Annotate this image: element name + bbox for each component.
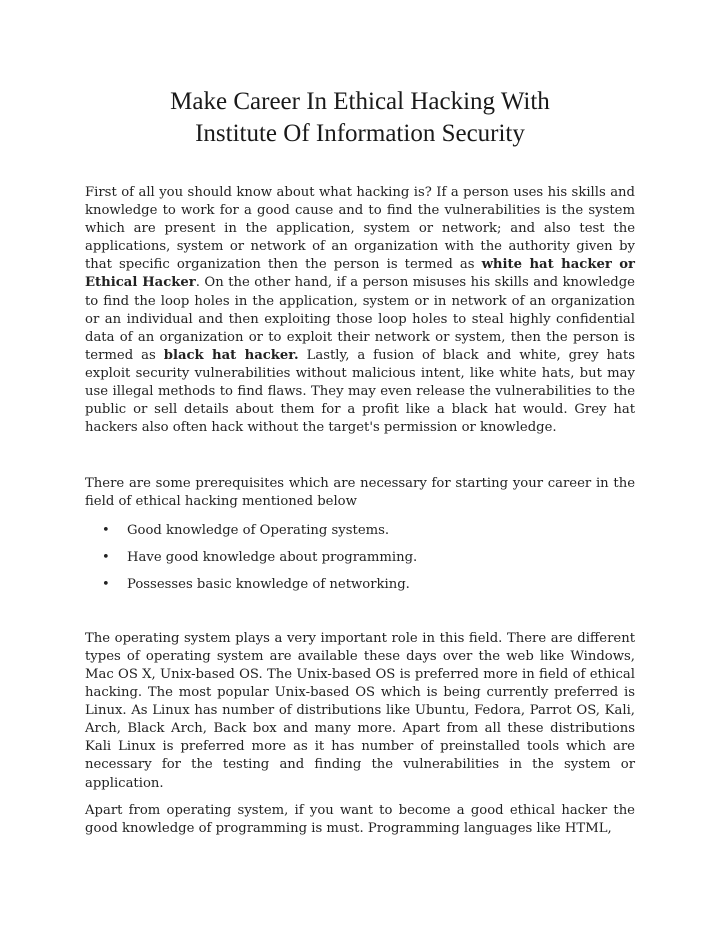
paragraph-text: . On the other hand, if a person misuses his skills and knowledge to find the loop holes in the application, system or in network of an organization or an individual and then exploiting those loop holes to steal highly confidential data of an organization or to exploit their network or system, then the person is termed as <box>85 275 635 363</box>
list-item-text: Possesses basic knowledge of networking. <box>127 576 410 592</box>
document-title <box>40 86 680 150</box>
paragraph-programming: Apart from operating system, if you want to become a good ethical hacker the good knowledge of programming is must. Programming languages like HTML, <box>85 802 635 836</box>
paragraph-text: Lastly, a fusion of black and white, grey hats exploit security vulnerabilities without malicious intent, like white hats, but may use illegal methods to find flaws. They may even release the vulnerabilities to the public or sell details about them for a profit like a black hat would. Grey hat hackers also often hack without the target's permission or knowledge. <box>85 347 635 436</box>
title-line-2: Institute Of Information Security <box>195 120 525 147</box>
paragraph-text: First of all you should know about what hacking is? If a person uses his skills and knowledge to work for a good cause and to find the vulnerabilities is the system which are present in the application, system or network; and also test the applications, system or network of an organization with the authority given by that specific organization then the person is termed as <box>85 185 635 273</box>
bold-term-black-hat: black hat hacker. <box>163 347 299 363</box>
list-item-text: Have good knowledge about programming. <box>127 549 418 565</box>
list-item-text: Good knowledge of Operating systems. <box>127 522 390 538</box>
bullet-icon: • <box>102 549 110 565</box>
prerequisites-list <box>85 522 635 594</box>
document-body <box>85 184 635 838</box>
paragraph-operating-system: The operating system plays a very important role in this field. There are different types of operating system are available these days over the web like Windows, Mac OS X, Unix-based OS. The Unix-based OS is preferred more in field of ethical hacking. The most popular Unix-based OS which is being currently preferred is Linux. As Linux has number of distributions like Ubuntu, Fedora, Parrot OS, Kali, Arch, Black Arch, Back box and many more. Apart from all these distributions Kali Linux is preferred more as it has number of preinstalled tools which are necessary for the testing and finding the vulnerabilities in the system or application. <box>85 630 635 791</box>
title-line-1: Make Career In Ethical Hacking With <box>170 88 550 115</box>
paragraph-prerequisites: There are some prerequisites which are necessary for starting your career in the field of ethical hacking mentioned below <box>85 476 635 510</box>
bold-term-white-hat: white hat hacker or Ethical Hacker <box>85 257 636 291</box>
paragraph-hacking-definition <box>85 184 635 437</box>
bullet-icon: • <box>102 576 110 592</box>
bullet-icon: • <box>102 522 110 538</box>
list-item <box>85 522 635 540</box>
list-item <box>85 549 635 567</box>
list-item <box>85 576 635 594</box>
